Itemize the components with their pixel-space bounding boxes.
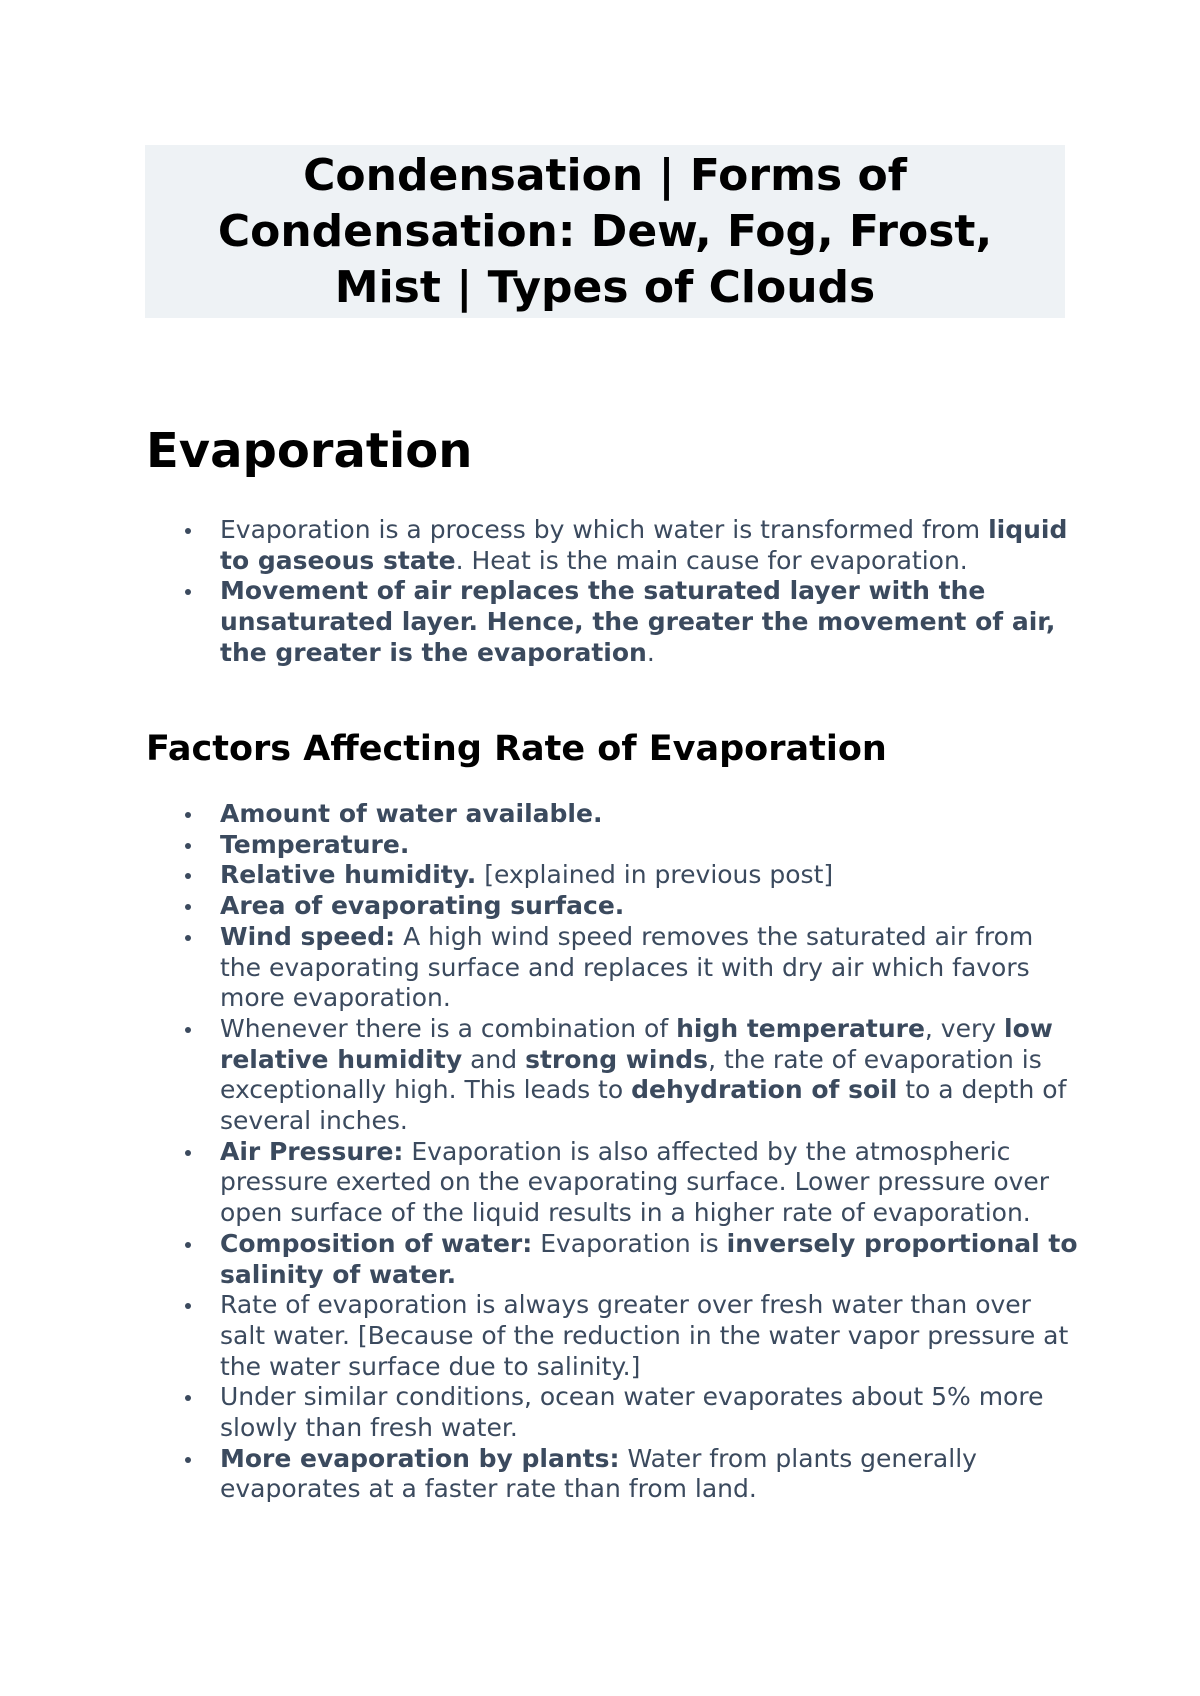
item-bold-text: low relative humidity <box>220 1013 1053 1074</box>
title-box <box>145 145 1065 318</box>
list-item <box>220 860 1080 891</box>
evaporation-list <box>220 515 1080 669</box>
list-item <box>220 1444 1080 1505</box>
list-item <box>220 891 1080 922</box>
item-bold-text: Amount of water available. <box>220 799 603 828</box>
item-text: Evaporation is also affected by the atmospheric pressure exerted on the evaporating surface. Lower pressure over open surface of the liquid results in a higher rate of evaporation. <box>220 1136 1050 1228</box>
item-text: and <box>462 1044 526 1074</box>
item-bold-text: strong winds <box>525 1044 709 1074</box>
item-bold-text: Composition of water: <box>220 1228 533 1258</box>
item-text: Evaporation is a process by which water is transformed from <box>220 515 989 544</box>
list-item <box>220 576 1080 668</box>
list-item <box>220 799 1080 830</box>
item-bold-text: Relative humidity. <box>220 860 477 890</box>
item-text: , very <box>924 1013 1004 1043</box>
section-heading-evaporation: Evaporation <box>146 423 473 479</box>
item-bold-text: Temperature. <box>220 829 410 859</box>
item-bold-text: Movement of air replaces the saturated layer with the unsaturated layer. Hence, the greater the movement of air, the greater is the evaporation <box>220 576 1056 667</box>
item-bold-text: liquid to gaseous state <box>220 515 1068 575</box>
item-text: Evaporation is <box>532 1228 727 1258</box>
item-text: . Heat is the main cause for evaporation. <box>455 545 968 575</box>
item-bold-text: Area of evaporating surface. <box>220 891 625 921</box>
list-item <box>220 1229 1080 1290</box>
page-title: Condensation | Forms of Condensation: Dew, Fog, Frost, Mist | Types of Clouds <box>217 149 993 313</box>
item-bold-text: high temperature <box>676 1013 925 1043</box>
list-item <box>220 1382 1080 1443</box>
section-heading-factors: Factors Affecting Rate of Evaporation <box>146 729 887 769</box>
item-text: A high wind speed removes the saturated air from the evaporating surface and replaces it with dry air which favors more evaporation. <box>220 921 1034 1013</box>
item-text: Under similar conditions, ocean water evaporates about 5% more slowly than fresh water. <box>220 1382 1044 1443</box>
item-bold-text: inversely proportional to salinity of water. <box>220 1228 1078 1289</box>
list-item <box>220 922 1080 1014</box>
item-text: Rate of evaporation is always greater over fresh water than over salt water. [Because of the reduction in the water vapor pressure at the water surface due to salinity.] <box>220 1290 1069 1381</box>
item-text: . <box>646 637 655 667</box>
item-text: , the rate of evaporation is exceptionally high. This leads to <box>220 1044 1042 1105</box>
item-bold-text: Wind speed: <box>220 921 396 951</box>
list-item <box>220 1014 1080 1137</box>
item-bold-text: dehydration of soil <box>631 1075 898 1105</box>
item-text: to a depth of several inches. <box>220 1075 1067 1136</box>
list-item <box>220 1137 1080 1229</box>
item-text: Whenever there is a combination of <box>220 1013 677 1043</box>
item-bold-text: Air Pressure: <box>220 1136 404 1166</box>
item-text: Water from plants generally evaporates at a faster rate than from land. <box>220 1443 977 1504</box>
list-item <box>220 830 1080 861</box>
list-item <box>220 515 1080 576</box>
list-item <box>220 1290 1080 1382</box>
item-text: [explained in previous post] <box>476 860 834 890</box>
factors-list <box>220 799 1080 1505</box>
item-bold-text: More evaporation by plants: <box>220 1443 620 1473</box>
